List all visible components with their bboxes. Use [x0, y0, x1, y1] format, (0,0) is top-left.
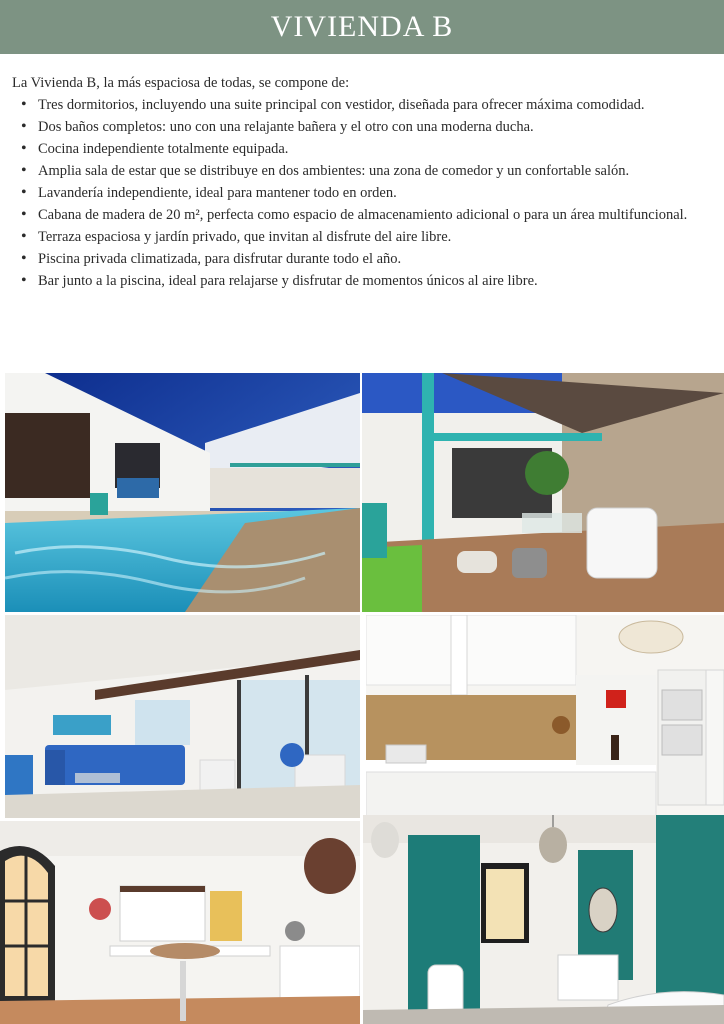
bathroom-photo	[363, 815, 724, 1024]
dining-room-photo	[0, 821, 360, 1024]
features-list	[12, 94, 711, 292]
feature-item: • Amplia sala de estar que se distribuye en dos ambientes: una zona de comedor y un confortable salón.	[38, 160, 711, 182]
page-title: VIVIENDA B	[270, 10, 454, 43]
description-section	[12, 72, 711, 292]
feature-item: • Lavandería independiente, ideal para mantener todo en orden.	[38, 182, 711, 204]
feature-item: • Piscina privada climatizada, para disfrutar durante todo el año.	[38, 248, 711, 270]
living-room-photo	[5, 615, 360, 818]
feature-item: • Terraza espaciosa y jardín privado, que invitan al disfrute del aire libre.	[38, 226, 711, 248]
terrace-photo	[362, 373, 724, 612]
page-header	[0, 0, 724, 54]
feature-item: • Dos baños completos: uno con una relajante bañera y el otro con una moderna ducha.	[38, 116, 711, 138]
intro-text: La Vivienda B, la más espaciosa de todas, se compone de:	[12, 75, 350, 91]
feature-item: • Cocina independiente totalmente equipada.	[38, 138, 711, 160]
kitchen-photo	[366, 615, 724, 818]
pool-photo	[5, 373, 360, 612]
feature-item: • Tres dormitorios, incluyendo una suite principal con vestidor, diseñada para ofrecer máxima comodidad.	[38, 94, 711, 116]
feature-item: • Cabana de madera de 20 m², perfecta como espacio de almacenamiento adicional o para un área multifuncional.	[38, 204, 711, 226]
feature-item: • Bar junto a la piscina, ideal para relajarse y disfrutar de momentos únicos al aire libre.	[38, 270, 711, 292]
